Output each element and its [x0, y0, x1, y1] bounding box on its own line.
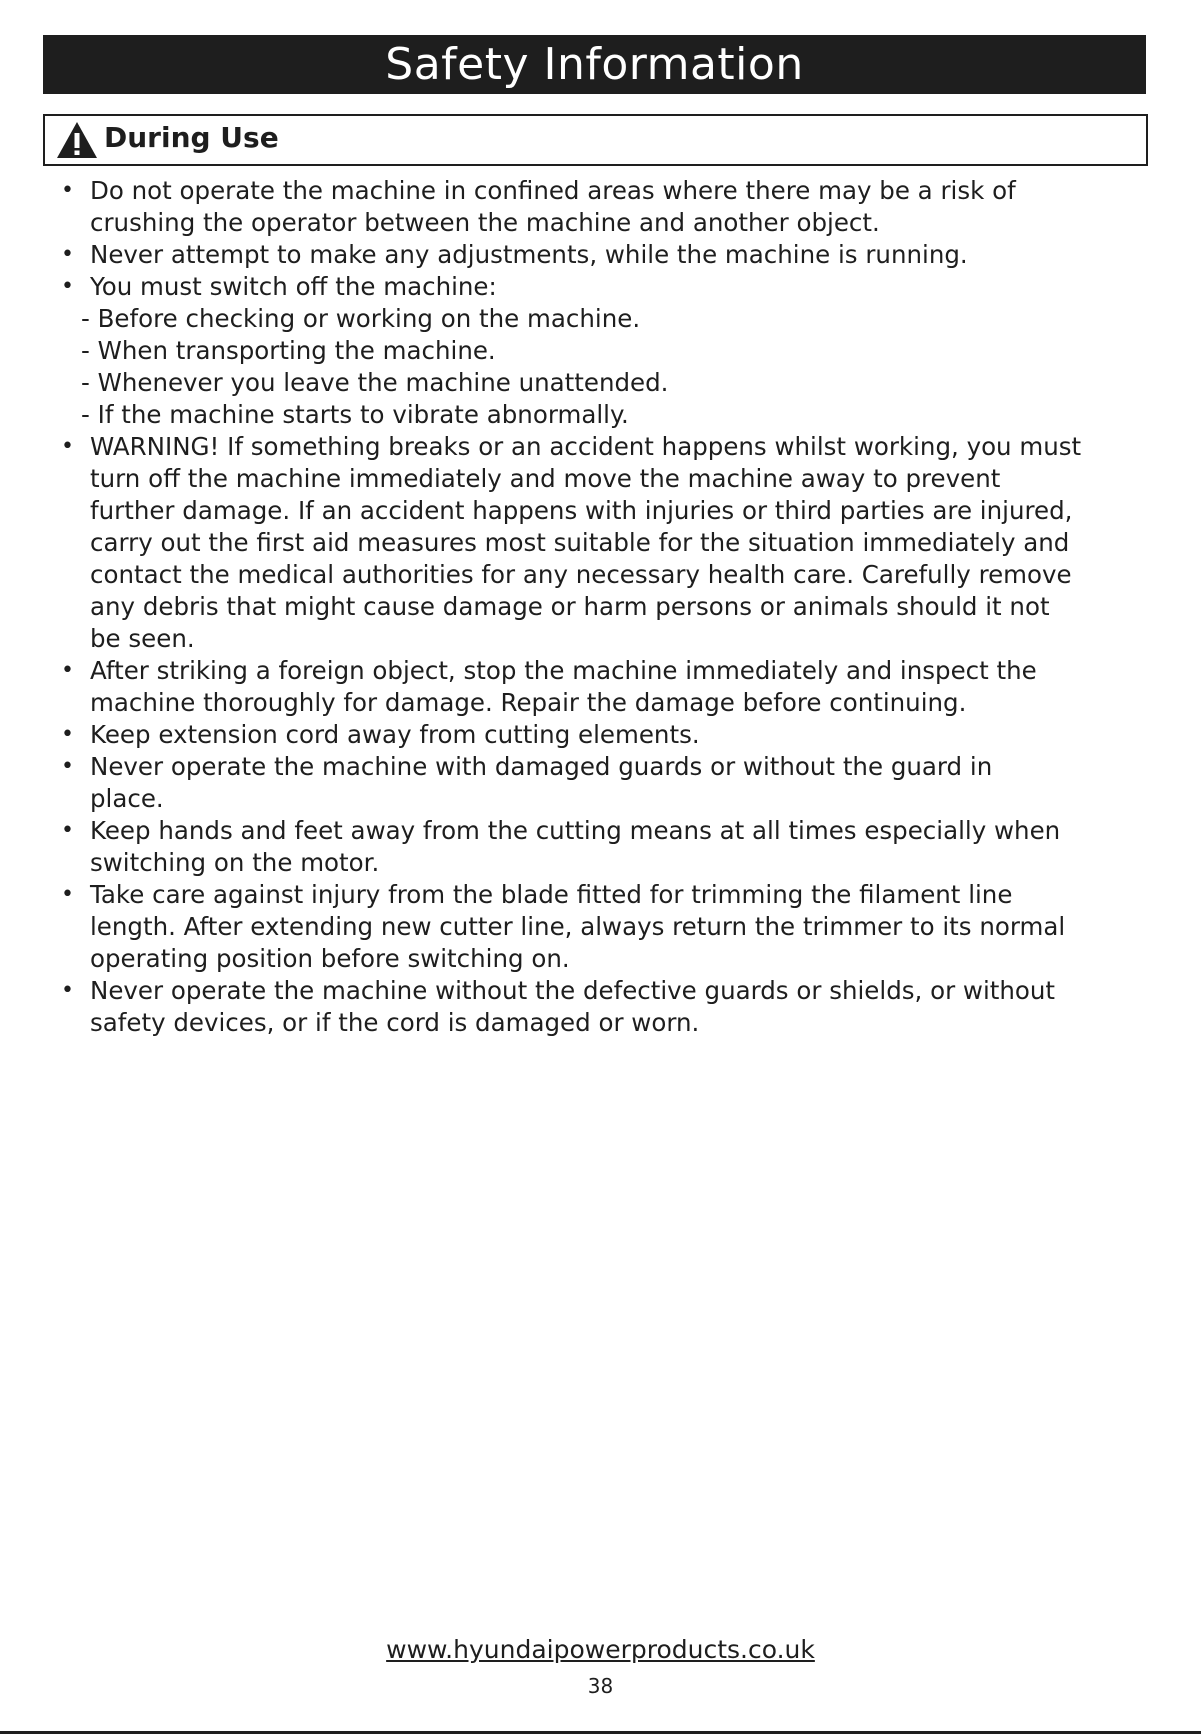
bullet-icon: •	[61, 978, 74, 1003]
bullet-item	[0, 431, 1201, 463]
sub-item	[0, 399, 1201, 431]
instruction-text: length. After extending new cutter line, always return the trimmer to its normal	[90, 912, 1066, 941]
instruction-text: crushing the operator between the machine and another object.	[90, 208, 880, 237]
bullet-item-continuation	[0, 687, 1201, 719]
bullet-icon: •	[61, 434, 74, 459]
instruction-text: WARNING! If something breaks or an accident happens whilst working, you must	[90, 432, 1082, 461]
instruction-text: operating position before switching on.	[90, 944, 570, 973]
instruction-text: machine thoroughly for damage. Repair the damage before continuing.	[90, 688, 967, 717]
website-link[interactable]: www.hyundaipowerproducts.co.uk	[386, 1635, 815, 1664]
bullet-item-continuation	[0, 623, 1201, 655]
instruction-text: Never attempt to make any adjustments, while the machine is running.	[90, 240, 968, 269]
bullet-icon: •	[61, 242, 74, 267]
bullet-item-continuation	[0, 559, 1201, 591]
bullet-icon: •	[61, 754, 74, 779]
page-title-bar	[43, 35, 1146, 94]
bullet-item-continuation	[0, 495, 1201, 527]
bullet-icon: •	[61, 658, 74, 683]
bullet-item-continuation	[0, 943, 1201, 975]
bullet-item	[0, 975, 1201, 1007]
bullet-item-continuation	[0, 1007, 1201, 1039]
instruction-text: place.	[90, 784, 164, 813]
bullet-item	[0, 239, 1201, 271]
sub-item	[0, 335, 1201, 367]
warning-triangle-icon	[56, 121, 98, 159]
instruction-text: safety devices, or if the cord is damaged or worn.	[90, 1008, 700, 1037]
bullet-item-continuation	[0, 911, 1201, 943]
instruction-text: Keep hands and feet away from the cutting means at all times especially when	[90, 816, 1061, 845]
bullet-item	[0, 719, 1201, 751]
bullet-icon: •	[61, 722, 74, 747]
bullet-item	[0, 175, 1201, 207]
page-number: 38	[587, 1674, 614, 1698]
instruction-text: - Whenever you leave the machine unattended.	[81, 368, 669, 397]
instruction-text: Never operate the machine without the defective guards or shields, or without	[90, 976, 1056, 1005]
bullet-item-continuation	[0, 527, 1201, 559]
instruction-text: Do not operate the machine in confined areas where there may be a risk of	[90, 176, 1016, 205]
safety-instructions-list	[0, 175, 1201, 1039]
instruction-text: Never operate the machine with damaged guards or without the guard in	[90, 752, 993, 781]
bullet-item	[0, 879, 1201, 911]
bullet-item-continuation	[0, 463, 1201, 495]
instruction-text: Keep extension cord away from cutting elements.	[90, 720, 700, 749]
instruction-text: turn off the machine immediately and move the machine away to prevent	[90, 464, 1001, 493]
instruction-text: - If the machine starts to vibrate abnormally.	[81, 400, 629, 429]
instruction-text: Take care against injury from the blade fitted for trimming the filament line	[90, 880, 1013, 909]
instruction-text: carry out the first aid measures most suitable for the situation immediately and	[90, 528, 1070, 557]
instruction-text: After striking a foreign object, stop the machine immediately and inspect the	[90, 656, 1037, 685]
section-header	[43, 114, 1148, 166]
bullet-item-continuation	[0, 207, 1201, 239]
bullet-icon: •	[61, 274, 74, 299]
sub-item	[0, 303, 1201, 335]
bullet-item	[0, 815, 1201, 847]
bullet-item	[0, 751, 1201, 783]
instruction-text: contact the medical authorities for any necessary health care. Carefully remove	[90, 560, 1072, 589]
bullet-item-continuation	[0, 847, 1201, 879]
instruction-text: - When transporting the machine.	[81, 336, 496, 365]
page-title: Safety Information	[385, 39, 804, 90]
bullet-item	[0, 271, 1201, 303]
instruction-text: further damage. If an accident happens with injuries or third parties are injured,	[90, 496, 1073, 525]
instruction-text: switching on the motor.	[90, 848, 380, 877]
instruction-text: be seen.	[90, 624, 195, 653]
bullet-item-continuation	[0, 591, 1201, 623]
bullet-item-continuation	[0, 783, 1201, 815]
bullet-icon: •	[61, 178, 74, 203]
instruction-text: You must switch off the machine:	[90, 272, 497, 301]
bullet-icon: •	[61, 882, 74, 907]
sub-item	[0, 367, 1201, 399]
bullet-item	[0, 655, 1201, 687]
instruction-text: any debris that might cause damage or harm persons or animals should it not	[90, 592, 1050, 621]
bullet-icon: •	[61, 818, 74, 843]
instruction-text: - Before checking or working on the machine.	[81, 304, 641, 333]
section-heading: During Use	[104, 121, 279, 154]
